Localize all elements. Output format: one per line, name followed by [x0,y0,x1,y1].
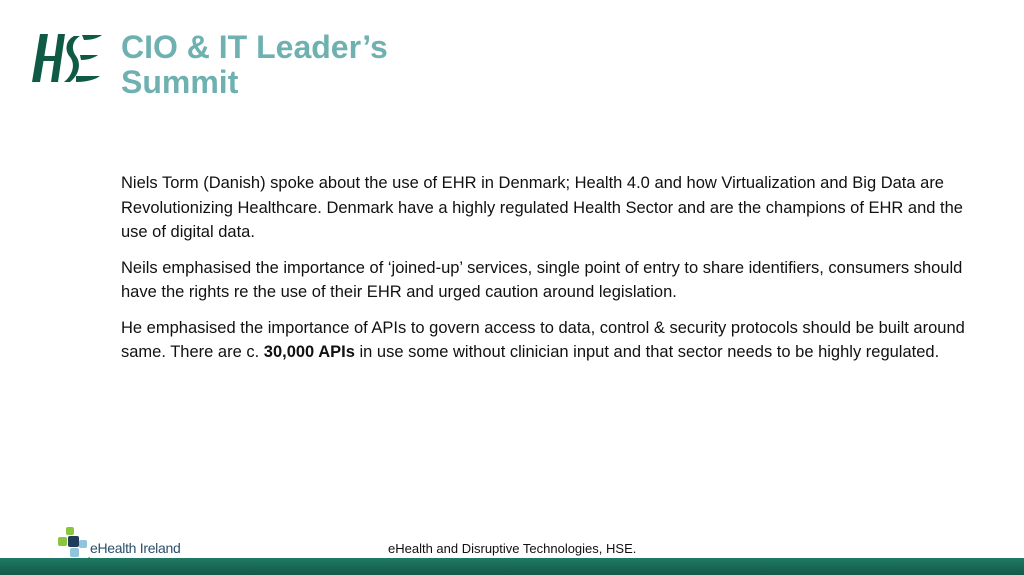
paragraph-3-text-a: He emphasised the importance of APIs to govern access to data, control & security protocols should be built around same. There are c. [121,318,965,361]
paragraph-3 [121,316,981,365]
paragraph-3-text-b: in use some without clinician input and that sector needs to be highly regulated. [354,343,940,361]
title-line-1: CIO & IT Leader’s [121,29,388,65]
title-line-2: Summit [121,64,239,100]
paragraph-2: Neils emphasised the importance of ‘joined-up’ services, single point of entry to share identifiers, consumers should have the rights re the use of their EHR and urged caution around legislation. [121,258,963,301]
footer-bar [0,558,1024,575]
api-count-highlight: 30,000 APIs [263,343,355,361]
slide-body [121,171,981,376]
footer-caption: eHealth and Disruptive Technologies, HSE. [388,541,637,556]
paragraph-1: Niels Torm (Danish) spoke about the use of EHR in Denmark; Health 4.0 and how Virtualization and Big Data are Revolutionizing Healthcare. Denmark have a highly regulated Health Sector and are the champions of EHR and the use of digital data. [121,174,963,241]
ehealth-brand-text: eHealth Ireland [90,540,181,556]
slide-title [121,30,541,100]
hse-logo [30,30,104,86]
